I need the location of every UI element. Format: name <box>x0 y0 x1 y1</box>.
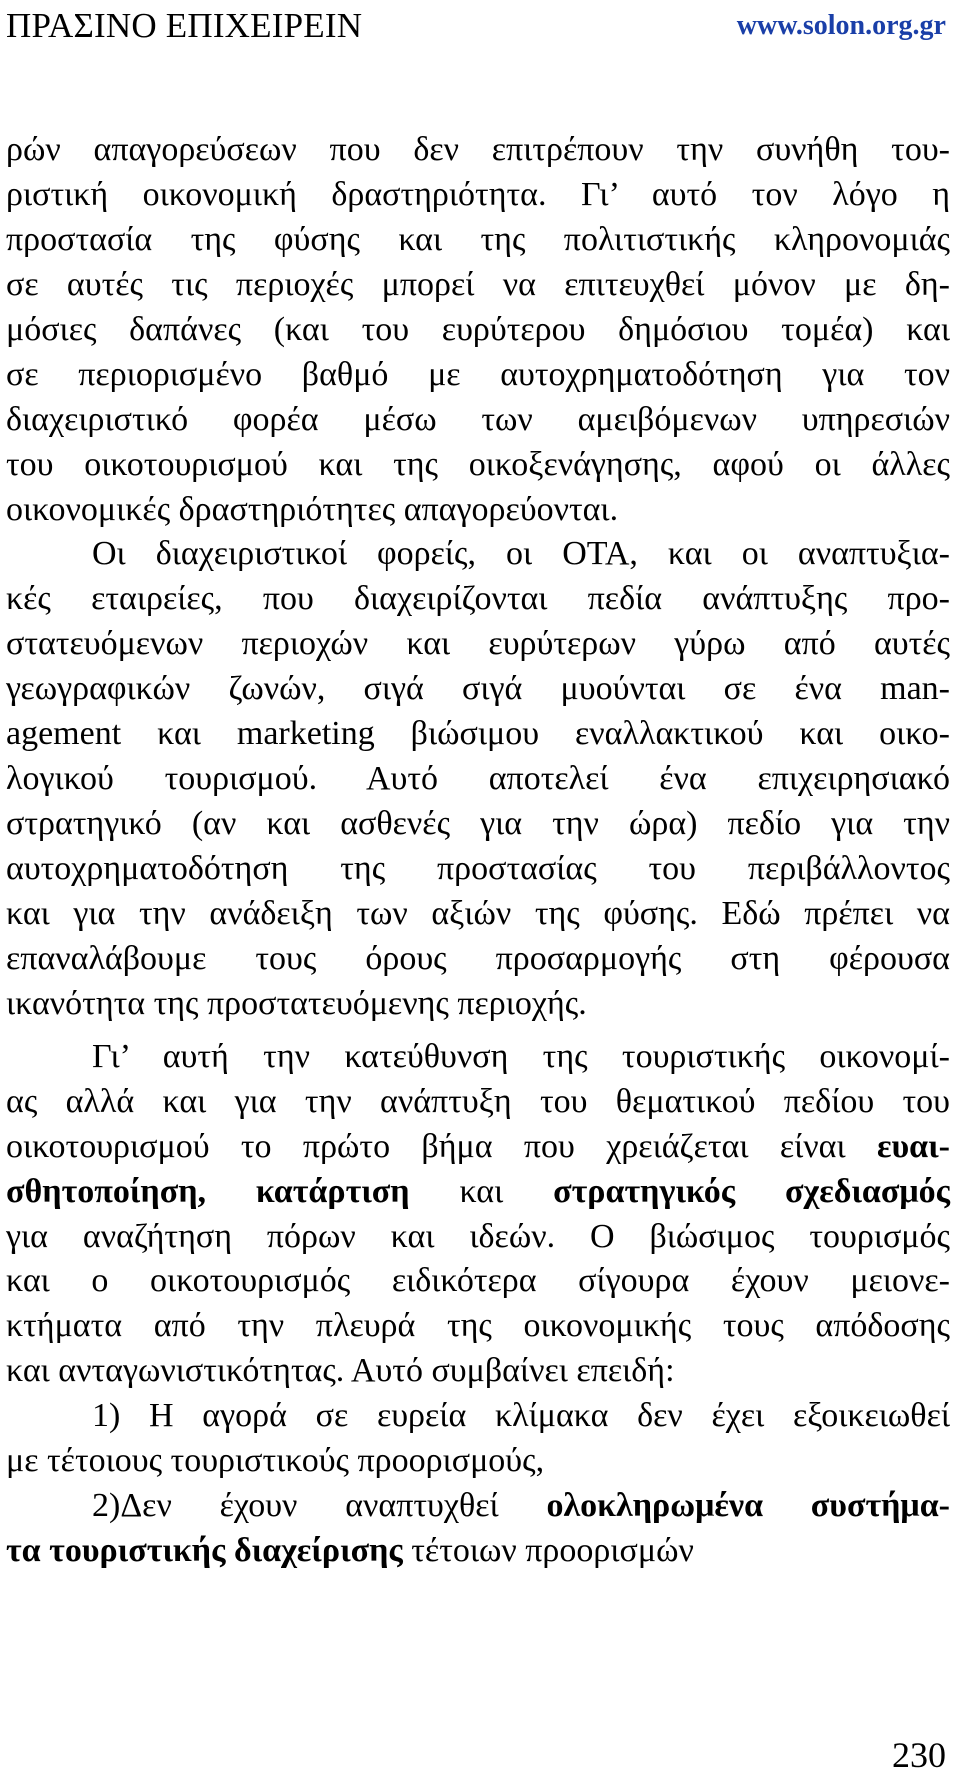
text-line: επαναλάβουμε τους όρους προσαρμογής στη φέρουσα <box>6 939 950 977</box>
bold-term: ευαι- <box>876 1127 950 1165</box>
bold-term: τα τουριστικής διαχείρισης <box>6 1532 403 1570</box>
text-segment: οικοτουρισμού το πρώτο βήμα που χρειάζεται είναι <box>6 1127 877 1165</box>
bold-term: στρατηγικός σχεδιασμός <box>553 1172 951 1210</box>
bold-term: ολοκληρωμένα συστήμα- <box>546 1487 950 1525</box>
text-line <box>6 1529 950 1574</box>
text-line: agement και marketing βιώσιμου εναλλακτικού και οικο- <box>6 715 950 753</box>
text-segment: τέτοιων προορισμών <box>402 1532 694 1570</box>
body-text <box>6 128 950 1574</box>
text-segment: 2)Δεν έχουν αναπτυχθεί <box>92 1487 547 1525</box>
page-header <box>0 0 960 60</box>
text-line: σε περιορισμένο βαθμό με αυτοχρηματοδότηση για τον <box>6 355 950 393</box>
text-line: ικανότητα της προστατευόμενης περιοχής. <box>6 984 587 1022</box>
text-line: με τέτοιους τουριστικούς προορισμούς, <box>6 1442 545 1480</box>
text-line: σε αυτές τις περιοχές μπορεί να επιτευχθεί μόνον με δη- <box>6 265 950 303</box>
text-line: του οικοτουρισμού και της οικοξενάγησης, αφού οι άλλες <box>6 445 950 483</box>
bold-term: σθητοποίηση <box>6 1172 198 1210</box>
text-line: ρών απαγορεύσεων που δεν επιτρέπουν την συνήθη του- <box>6 131 950 168</box>
header-url-link[interactable]: www.solon.org.gr <box>736 10 946 41</box>
text-line: και ανταγωνιστικότητας. Αυτό συμβαίνει επειδή: <box>6 1352 675 1390</box>
text-line: και για την ανάδειξη των αξιών της φύσης. Εδώ πρέπει να <box>6 894 950 932</box>
text-line: στρατηγικό (αν και ασθενές για την ώρα) πεδίο για την <box>6 805 950 843</box>
text-line: 1) Η αγορά σε ευρεία κλίμακα δεν έχει εξοικειωθεί <box>92 1397 950 1435</box>
text-line <box>6 1170 950 1215</box>
text-line <box>6 1125 950 1170</box>
text-line: Οι διαχειριστικοί φορείς, οι ΟΤΑ, και οι αναπτυξια- <box>92 535 950 573</box>
text-line: οικονομικές δραστηριότητες απαγορεύονται. <box>6 490 619 528</box>
text-line: λογικού τουρισμού. Αυτό αποτελεί ένα επιχειρησιακό <box>6 760 950 798</box>
text-line: γεωγραφικών ζωνών, σιγά σιγά μυούνται σε ένα man- <box>6 670 950 708</box>
header-title: ΠΡΑΣΙΝΟ ΕΠΙΧΕΙΡΕΙΝ <box>6 6 363 45</box>
text-line: αυτοχρηματοδότηση της προστασίας του περιβάλλοντος <box>6 850 950 887</box>
text-line: και ο οικοτουρισμός ειδικότερα σίγουρα έχουν μειονε- <box>6 1262 950 1300</box>
text-line: Γι’ αυτή την κατεύθυνση της τουριστικής οικονομί- <box>92 1037 950 1075</box>
text-line: ριστική οικονομική δραστηριότητα. Γι’ αυτό τον λόγο η <box>6 175 950 213</box>
page-number: 230 <box>892 1735 946 1775</box>
text-segment: και <box>409 1172 554 1210</box>
text-segment: , <box>197 1172 256 1210</box>
text-line <box>6 1484 950 1529</box>
text-line: διαχειριστικό φορέα μέσω των αμειβόμενων υπηρεσιών <box>6 400 950 438</box>
bold-term: κατάρτιση <box>255 1172 410 1210</box>
text-line: ας αλλά και για την ανάπτυξη του θεματικού πεδίου του <box>6 1082 950 1120</box>
text-line: μόσιες δαπάνες (και του ευρύτερου δημόσιου τομέα) και <box>6 310 950 348</box>
text-line: κές εταιρείες, που διαχειρίζονται πεδία ανάπτυξης προ- <box>6 580 950 618</box>
text-line: προστασία της φύσης και της πολιτιστικής κληρονομιάς <box>6 220 950 258</box>
text-line: για αναζήτηση πόρων και ιδεών. Ο βιώσιμος τουρισμός <box>6 1217 950 1255</box>
text-line: στατευόμενων περιοχών και ευρύτερων γύρω από αυτές <box>6 625 950 663</box>
text-line: κτήματα από την πλευρά της οικονομικής τους απόδοσης <box>6 1307 950 1345</box>
